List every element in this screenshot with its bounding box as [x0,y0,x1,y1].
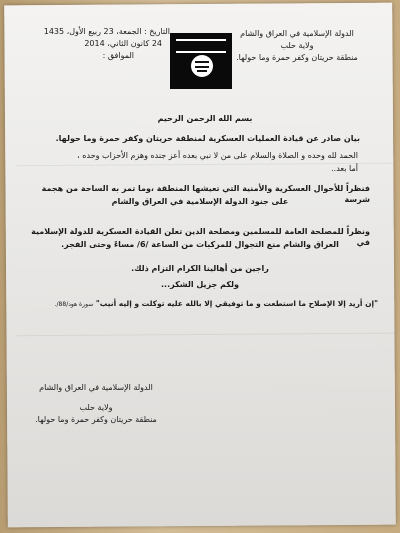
footer-org-block [26,382,166,426]
request-line: راجين من أهالينا الكرام التزام ذلك. [131,264,269,273]
date-reference: الموافق : [102,51,134,60]
flag-script [176,39,226,53]
date-gregorian: 24 كانون الثاني، 2014 [84,39,162,48]
footer-org-line1: الدولة الإسلامية في العراق والشام [39,383,153,392]
basmala: بسم الله الرحمن الرحيم [157,114,253,123]
header-org-line3: منطقة حريتان وكفر حمرة وما حولها. [236,53,358,62]
header-org-line2: ولاية حلب [280,41,314,50]
footer-org-line2: ولاية حلب [79,403,113,412]
verse-text: "إن أريد إلا الإصلاح ما استطعت و ما توفيقي إلا بالله عليه توكلت و إليه أنيب" [95,299,378,308]
para1-line2: على جنود الدولة الإسلامية في العراق والشام [111,197,289,206]
para2-line1: ونظراً للمصلحة العامة للمسلمين ومصلحة الدين تعلن القيادة العسكرية للدولة الإسلامية في [31,227,370,247]
seal-circle [191,55,213,77]
date-hijri: التاريخ : الجمعة، 23 ربيع الأول، 1435 [43,27,170,36]
header-org-line1: الدولة الإسلامية في العراق والشام [240,29,354,38]
header-date-block [40,26,170,62]
fold-crease [16,333,394,337]
statement-subject: بيان صادر عن قيادة العمليات العسكرية لمنطقة حريتان وكفر حمرة وما حولها. [55,134,360,143]
black-flag-seal-icon [170,33,232,89]
header-org-block [232,28,362,64]
footer-org-line3: منطقة حريتان وكفر حمرة وما حولها. [35,415,157,424]
para2-line2: العراق والشام منع التجوال للمركبات من الساعة /6/ مساءً وحتى الفجر. [61,240,339,249]
amma-baad: أما بعد.. [331,164,358,173]
quran-verse [28,298,378,310]
verse-reference: سورة هود/88/. [54,301,94,308]
para1-line1: فنظراً للأحوال العسكرية والأمنية التي تعيشها المنطقة ،وما تمر به الساحة من هجمة شرسة [41,184,370,204]
thanks-line: ولكم جزيل الشكر... [161,280,239,289]
praise-line: الحمد لله وحده و الصلاة والسلام على من لا نبي بعده أعز جنده وهزم الأحزاب وحده ، [77,151,358,160]
